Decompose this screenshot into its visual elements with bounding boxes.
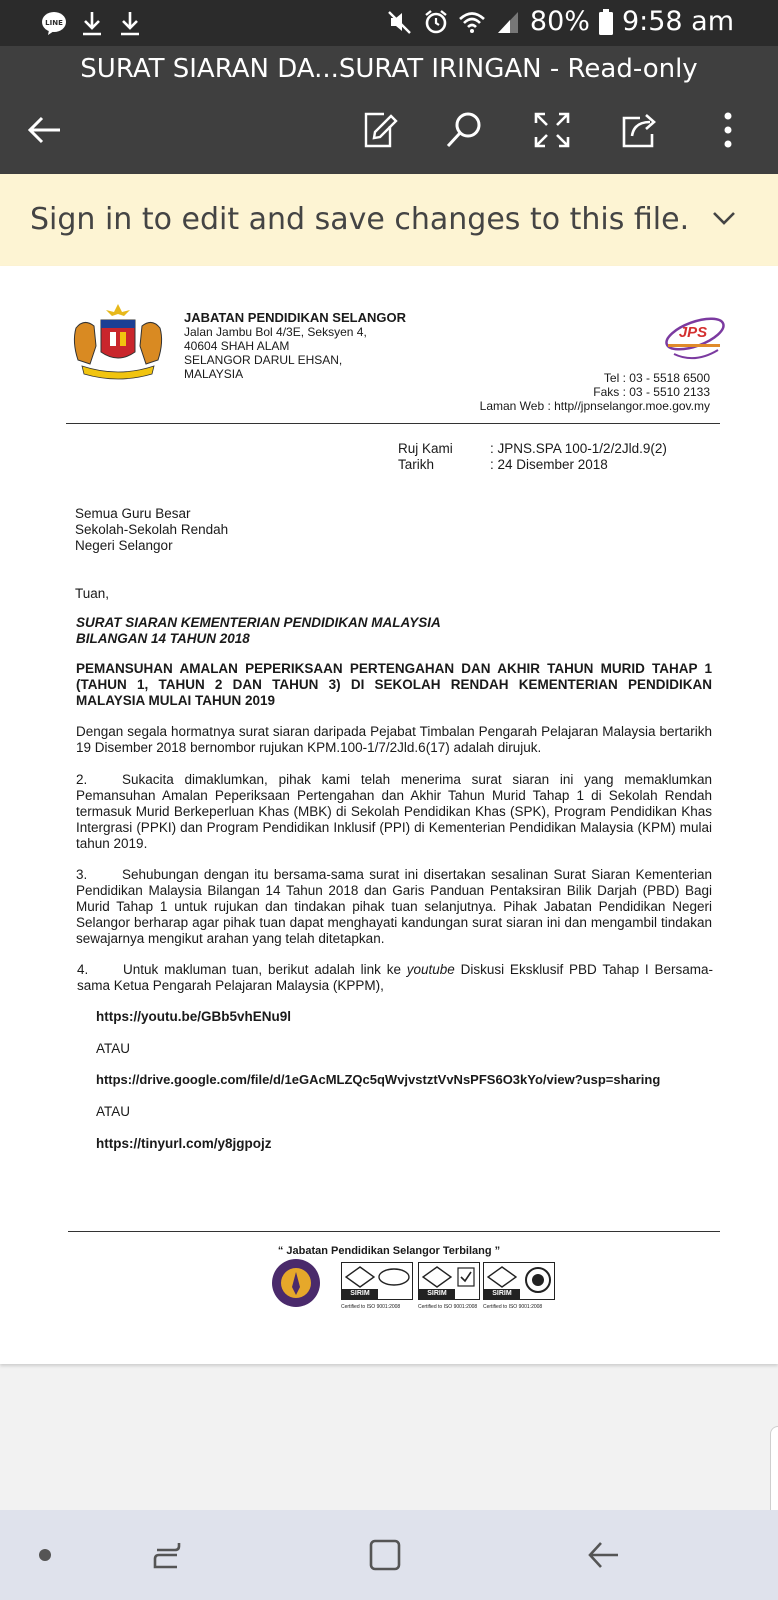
paragraph-4-number: 4.	[77, 962, 89, 977]
navigation-bar	[0, 1510, 778, 1600]
address-line: SELANGOR DARUL EHSAN,	[184, 353, 343, 367]
back-button[interactable]	[20, 106, 68, 154]
standards-malaysia-icon	[378, 1268, 410, 1286]
back-arrow-icon	[24, 110, 64, 150]
tinyurl-link[interactable]: https://tinyurl.com/y8jgpojz	[96, 1136, 272, 1151]
iso-certification-badge	[418, 1262, 480, 1300]
expand-icon	[532, 110, 572, 150]
reference-label: Ruj Kami	[398, 441, 453, 456]
sirim-label: SIRIM	[484, 1289, 520, 1299]
address-line: Jalan Jambu Bol 4/3E, Seksyen 4,	[184, 325, 367, 339]
iso-certification-badge	[341, 1262, 413, 1300]
mute-icon	[386, 8, 414, 36]
iqnet-icon	[524, 1266, 552, 1294]
clock-time: 9:58 am	[621, 6, 734, 37]
recent-apps-button[interactable]	[144, 1532, 190, 1578]
paragraph-4-text: Untuk makluman tuan, berikut adalah link ke	[123, 962, 401, 977]
or-separator: ATAU	[96, 1104, 131, 1119]
certification-caption: Certified to ISO 9001:2008	[418, 1304, 478, 1310]
quality-system-icon	[345, 1266, 375, 1288]
sirim-label: SIRIM	[342, 1289, 378, 1299]
paragraph-4	[77, 962, 713, 994]
youtube-word: youtube	[406, 962, 455, 977]
paragraph-2: Sukacita dimaklumkan, pihak kami telah menerima surat siaran ini yang memaklumkan Pemansuhan Amalan Peperiksaan Pertengahan dan Akhir Tahun Murid Tahap 1 di Sekolah Rendah termasuk Murid Berkeperluan Khas (MBK) di Sekolah Pendidikan Khas (SPK), Program Pendidikan Khas Intergrasi (PPKI) dan Program Pendidikan Inklusif (PPI) di Kementerian Pendidikan Malaysia (KPM) mulai tahun 2019.	[76, 772, 712, 851]
edit-button[interactable]	[354, 106, 402, 154]
search-icon	[444, 110, 484, 150]
search-button[interactable]	[440, 106, 488, 154]
paragraph-3-number: 3.	[76, 867, 88, 882]
more-options-button[interactable]	[704, 106, 752, 154]
sign-in-banner[interactable]	[0, 174, 778, 266]
alarm-icon	[422, 8, 450, 36]
status-bar	[0, 0, 778, 46]
iso-certification-badge	[483, 1262, 555, 1300]
document-title: SURAT SIARAN DA...SURAT IRINGAN - Read-only	[80, 54, 698, 84]
chevron-down-icon[interactable]	[708, 202, 740, 234]
home-square-icon	[367, 1537, 403, 1573]
wifi-icon	[458, 8, 486, 36]
sirim-label: SIRIM	[419, 1289, 455, 1299]
svg-text:LINE: LINE	[45, 19, 63, 27]
sign-in-message: Sign in to edit and save changes to this file.	[30, 202, 690, 237]
document-viewer[interactable]	[0, 266, 778, 1510]
back-nav-button[interactable]	[580, 1532, 626, 1578]
recipient-line: Negeri Selangor	[75, 538, 173, 553]
recent-apps-icon	[149, 1537, 185, 1573]
recipient-line: Sekolah-Sekolah Rendah	[75, 522, 229, 537]
address-line: 40604 SHAH ALAM	[184, 339, 290, 353]
google-drive-link[interactable]: https://drive.google.com/file/d/1eGAcMLZQc5qWvjvstztVvNsPFS6O3kYo/view?usp=sharing	[96, 1072, 661, 1087]
download-icon	[78, 9, 106, 37]
battery-percentage: 80%	[529, 6, 590, 37]
back-icon	[585, 1537, 621, 1573]
reference-value: : JPNS.SPA 100-1/2/2Jld.9(2)	[490, 441, 667, 456]
paragraph-4-text: Diskusi Eksklusif PBD Tahap I Bersama-sama Ketua Pengarah Pelajaran Malaysia (KPPM),	[77, 962, 713, 993]
telephone-number: Tel : 03 - 5518 6500	[603, 371, 710, 385]
fax-number: Faks : 03 - 5510 2133	[593, 385, 710, 399]
subtitle-line: SURAT SIARAN KEMENTERIAN PENDIDIKAN MALAYSIA	[76, 615, 441, 630]
paragraph-2-number: 2.	[76, 772, 88, 787]
recipient-line: Semua Guru Besar	[75, 506, 191, 521]
website-address: Laman Web : http//jpnselangor.moe.gov.my	[479, 399, 710, 413]
fullscreen-button[interactable]	[528, 106, 576, 154]
share-button[interactable]	[616, 106, 664, 154]
address-line: MALAYSIA	[184, 367, 244, 381]
salutation: Tuan,	[75, 586, 110, 601]
certification-caption: Certified to ISO 9001:2008	[341, 1304, 401, 1310]
organization-name: JABATAN PENDIDIKAN SELANGOR	[184, 310, 406, 325]
more-vertical-icon	[708, 110, 748, 150]
paragraph-3: Sehubungan dengan itu bersama-sama surat ini disertakan sesalinan Surat Siaran Kementerian Pendidikan Malaysia Bilangan 14 Tahun 2018 dan Garis Panduan Pentaksiran Bilik Darjah (PBD) Bagi Murid Tahap 1 untuk rujukan dan tindakan pihak tuan selanjutnya. Pihak Jabatan Pendidikan Negeri Selangor berharap agar pihak tuan dapat menghayati kandungan surat siaran ini dan mengambil tindakan sewajarnya mengikut arahan yang telah ditetapkan.	[76, 867, 712, 946]
quality-system-icon	[487, 1266, 517, 1288]
download-icon	[116, 9, 144, 37]
malaysia-coat-of-arms	[66, 302, 170, 382]
home-dot-button[interactable]	[22, 1532, 68, 1578]
home-button[interactable]	[362, 1532, 408, 1578]
header-divider	[66, 423, 720, 424]
app-toolbar	[0, 46, 778, 174]
signal-icon	[494, 8, 522, 36]
battery-icon	[598, 8, 614, 36]
jps-seal-logo	[270, 1257, 322, 1309]
certification-caption: Certified to ISO 9001:2008	[483, 1304, 543, 1310]
letter-heading: PEMANSUHAN AMALAN PEPERIKSAAN PERTENGAHAN DAN AKHIR TAHUN MURID TAHAP 1 (TAHUN 1, TAHUN 2 DAN TAHUN 3) DI SEKOLAH RENDAH KEMENTERIAN PENDIDIKAN MALAYSIA MULAI TAHUN 2019	[76, 661, 712, 708]
quality-system-icon	[422, 1266, 452, 1288]
share-icon	[620, 110, 660, 150]
ukas-check-icon	[457, 1267, 475, 1287]
date-label: Tarikh	[398, 457, 435, 472]
jps-logo-text: JPS	[678, 324, 708, 341]
date-value: : 24 Disember 2018	[490, 457, 608, 472]
paragraph-1: Dengan segala hormatnya surat siaran daripada Pejabat Timbalan Pengarah Pelajaran Malaysia bertarikh 19 Disember 2018 bernombor rujukan KPM.100-1/7/2Jld.6(17) adalah dirujuk.	[76, 724, 712, 755]
motto: “ Jabatan Pendidikan Selangor Terbilang ”	[277, 1245, 501, 1257]
dot-icon	[38, 1548, 52, 1562]
footer-divider	[68, 1231, 720, 1232]
document-page	[0, 266, 778, 1364]
or-separator: ATAU	[96, 1041, 131, 1056]
jps-logo	[660, 310, 730, 366]
line-app-icon	[40, 9, 68, 37]
subtitle-line: BILANGAN 14 TAHUN 2018	[76, 631, 250, 646]
youtube-link[interactable]: https://youtu.be/GBb5vhENu9l	[96, 1009, 292, 1024]
edit-document-icon	[358, 110, 398, 150]
